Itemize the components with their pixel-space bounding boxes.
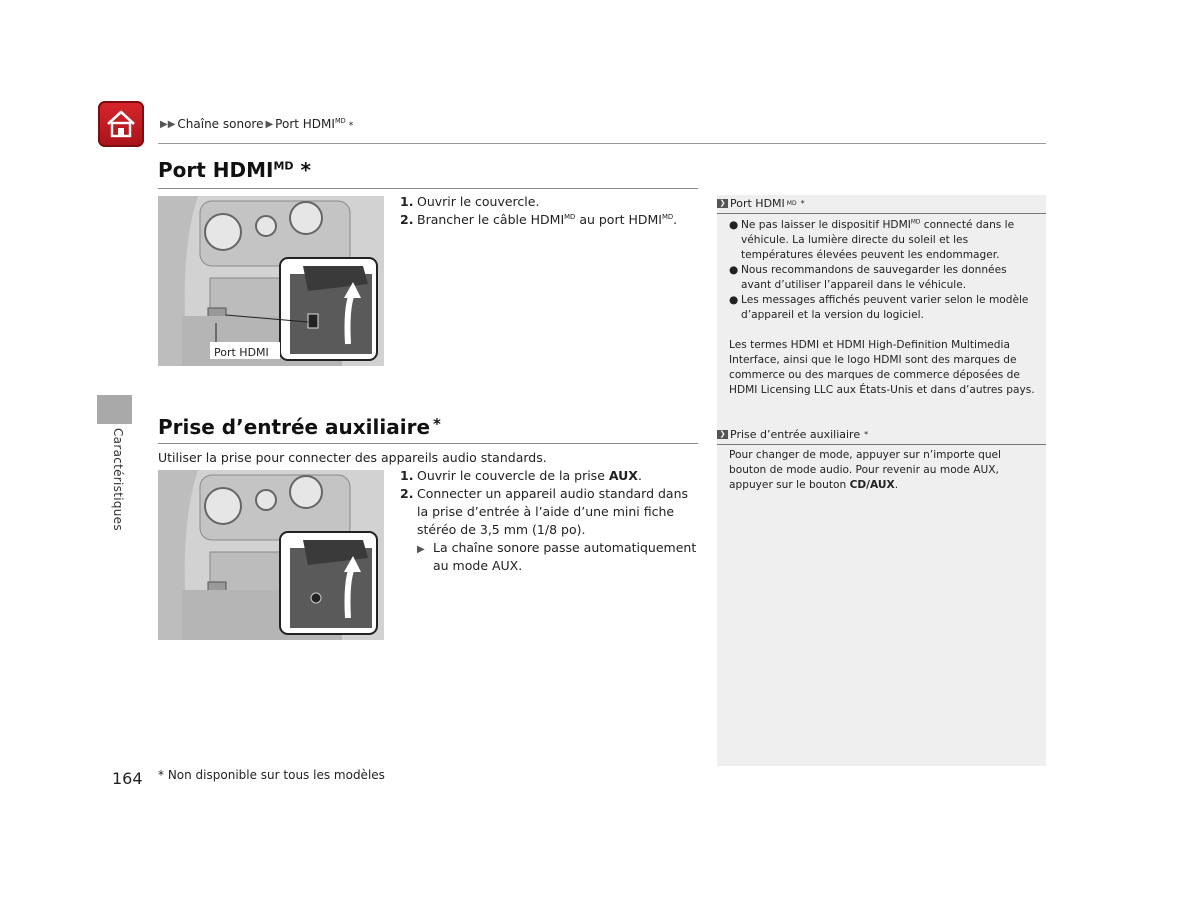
note-bullet: ● Nous recommandons de sauvegarder les données avant d’utiliser l’appareil dans le véhicule.: [729, 264, 1007, 291]
note-aux-divider: [717, 444, 1046, 445]
footnote: * Non disponible sur tous les modèles: [158, 768, 385, 782]
chapter-tab[interactable]: [97, 395, 132, 424]
page-number: 164: [112, 769, 143, 788]
note-hdmi-divider: [717, 213, 1046, 214]
hdmi-port-illustration: [158, 196, 384, 366]
hdmi-steps: [400, 193, 698, 229]
note-hdmi-trademark: Les termes HDMI et HDMI High-Definition Multimedia Interface, ainsi que le logo HDMI sont des marques de commerce ou des marques de commerce déposées de HDMI Licensing LLC aux États-Unis et dans d’autres pays.: [729, 339, 1035, 396]
aux-step-2: 2. Connecter un appareil audio standard dans la prise d’entrée à l’aide d’une mini fiche stéréo de 3,5 mm (1/8 po).: [400, 486, 689, 537]
breadcrumb: [160, 117, 353, 131]
note-hdmi-heading: ❯ Port HDMI MD *: [717, 197, 805, 210]
aux-jack-illustration: [158, 470, 384, 640]
aux-step-2-result: ▶ La chaîne sonore passe automatiquement au mode AUX.: [417, 540, 697, 573]
note-aux-heading: ❯ Prise d’entrée auxiliaire *: [717, 428, 868, 441]
hdmi-title-divider: [158, 188, 698, 189]
aux-steps: [400, 467, 698, 575]
breadcrumb-arrow-icon: ▶▶: [160, 118, 176, 130]
breadcrumb-current[interactable]: Port $HDMI^{MD}$ *: [275, 117, 354, 131]
home-icon: [104, 109, 138, 139]
note-aux-text: Pour changer de mode, appuyer sur n’importe quel bouton de mode audio. Pour revenir au mode AUX, appuyer sur le bouton CD/AUX.: [729, 449, 1001, 491]
note-ref-icon: ❯: [717, 430, 728, 439]
header-divider: [158, 143, 1046, 144]
aux-intro: Utiliser la prise pour connecter des appareils audio standards.: [158, 450, 547, 465]
note-bullet: ● Les messages affichés peuvent varier selon le modèle d’appareil et la version du logiciel.: [729, 294, 1029, 321]
note-ref-icon: ❯: [717, 199, 728, 208]
hdmi-step-2: 2. Brancher le câble $HDMI^{MD}$ au port $HDMI^{MD}$.: [400, 212, 678, 227]
note-hdmi-bullets: [729, 218, 1029, 323]
aux-step-1: 1. Ouvrir le couvercle de la prise AUX.: [400, 468, 642, 483]
hdmi-port-callout-label: Port HDMI: [214, 346, 269, 359]
aux-section-title: Prise d’entrée auxiliaire *: [158, 415, 441, 439]
breadcrumb-link-audio[interactable]: Chaîne sonore: [177, 117, 264, 131]
note-bullet: ● Ne pas laisser le dispositif $HDMI^{MD}$ connecté dans le véhicule. La lumière directe du soleil et les températures élevées peuvent les endommager.: [729, 219, 1015, 261]
chapter-label: Caractéristiques: [111, 428, 125, 531]
aux-title-divider: [158, 443, 698, 444]
home-button[interactable]: [98, 101, 144, 147]
breadcrumb-arrow-icon: ▶: [265, 118, 274, 130]
hdmi-section-title: Port $HDMI^{MD}$ *: [158, 158, 311, 182]
hdmi-step-1: 1. Ouvrir le couvercle.: [400, 194, 540, 209]
result-arrow-icon: ▶: [417, 544, 425, 555]
